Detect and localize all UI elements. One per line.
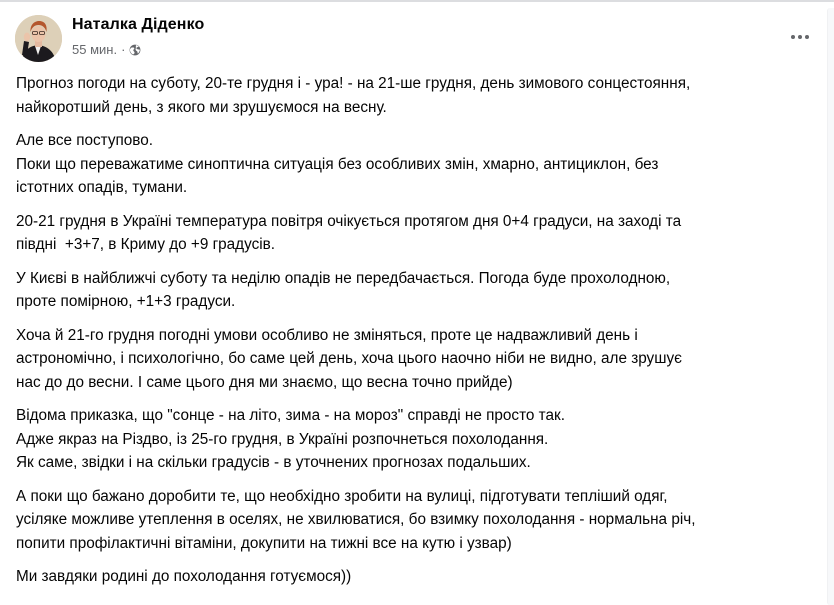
post-options-button[interactable]: [782, 25, 818, 49]
text-line: Прогноз погоди на суботу, 20-те грудня і - ура! - на 21-ше грудня, день зимового сонцестояння,: [16, 75, 691, 92]
more-horizontal-icon: [791, 35, 795, 39]
post-meta: [72, 42, 141, 57]
top-divider: [0, 0, 834, 2]
more-horizontal-icon: [805, 35, 809, 39]
text-line: Хоча й 21-го грудня погодні умови особливо не зміняться, проте це надважливий день і: [16, 326, 638, 344]
text-line: Але все поступово.: [16, 132, 154, 149]
text-line: проте помірною, +1+3 градуси.: [16, 293, 236, 310]
text-line: істотних опадів, тумани.: [16, 179, 188, 196]
post-paragraph: [16, 210, 824, 257]
text-line: попити профілактичні вітаміни, докупити на тижні все на кутю і узвар): [16, 534, 512, 552]
post-paragraph: [16, 72, 824, 119]
text-line: нас до до весни. І саме цього дня ми знаємо, що весна точно прийде): [16, 373, 513, 391]
text-line: А поки що бажано доробити те, що необхідно зробити на вулиці, підготувати тепліший одяг,: [16, 487, 668, 505]
text-line: астрономічно, і психологічно, бо саме цей день, хоча цього наочно ніби не видно, але зрушує: [16, 350, 682, 367]
globe-icon[interactable]: [129, 44, 141, 56]
more-horizontal-icon: [798, 35, 802, 39]
meta-separator: ·: [121, 42, 126, 57]
text-line: Відома приказка, що "сонце - на літо, зима - на мороз" справді не просто так.: [16, 407, 565, 424]
text-line: Ми завдяки родині до похолодання готуємося)): [16, 568, 352, 585]
post-header: [15, 15, 826, 63]
post-paragraph: [16, 565, 824, 589]
user-avatar-photo-icon: [15, 15, 62, 62]
text-line: найкоротший день, з якого ми зрушуємося на весну.: [16, 98, 387, 116]
text-line: Поки що переважатиме синоптична ситуація без особливих змін, хмарно, антициклон, без: [16, 155, 659, 173]
text-line: Як саме, звідки і на скільки градусів - в уточнених прогнозах подальших.: [16, 454, 531, 471]
author-name[interactable]: Наталка Діденко: [72, 16, 205, 33]
text-line: усіляке можливе утеплення в оселях, не хвилюватися, бо взимку похолодання - нормальна річ,: [16, 511, 696, 528]
text-line: Адже якраз на Різдво, із 25-го грудня, в Україні розпочнеться похолодання.: [16, 430, 549, 448]
post-paragraph: [16, 485, 824, 556]
text-line: 20-21 грудня в Україні температура повітря очікується протягом дня 0+4 градуси, на заході та: [16, 212, 682, 230]
author-avatar[interactable]: [15, 15, 62, 62]
post-timestamp[interactable]: 55 мин.: [72, 42, 118, 57]
post-paragraph: [16, 324, 824, 395]
scrollbar-track[interactable]: [827, 8, 834, 605]
text-line: У Києві в найближчі суботу та неділю опадів не передбачається. Погода буде прохолодною,: [16, 269, 671, 287]
text-line: півдні +3+7, в Криму до +9 градусів.: [16, 236, 276, 253]
post-paragraph: [16, 267, 824, 314]
post-body: [16, 72, 824, 599]
post-paragraph: [16, 404, 824, 475]
post-paragraph: [16, 129, 824, 200]
